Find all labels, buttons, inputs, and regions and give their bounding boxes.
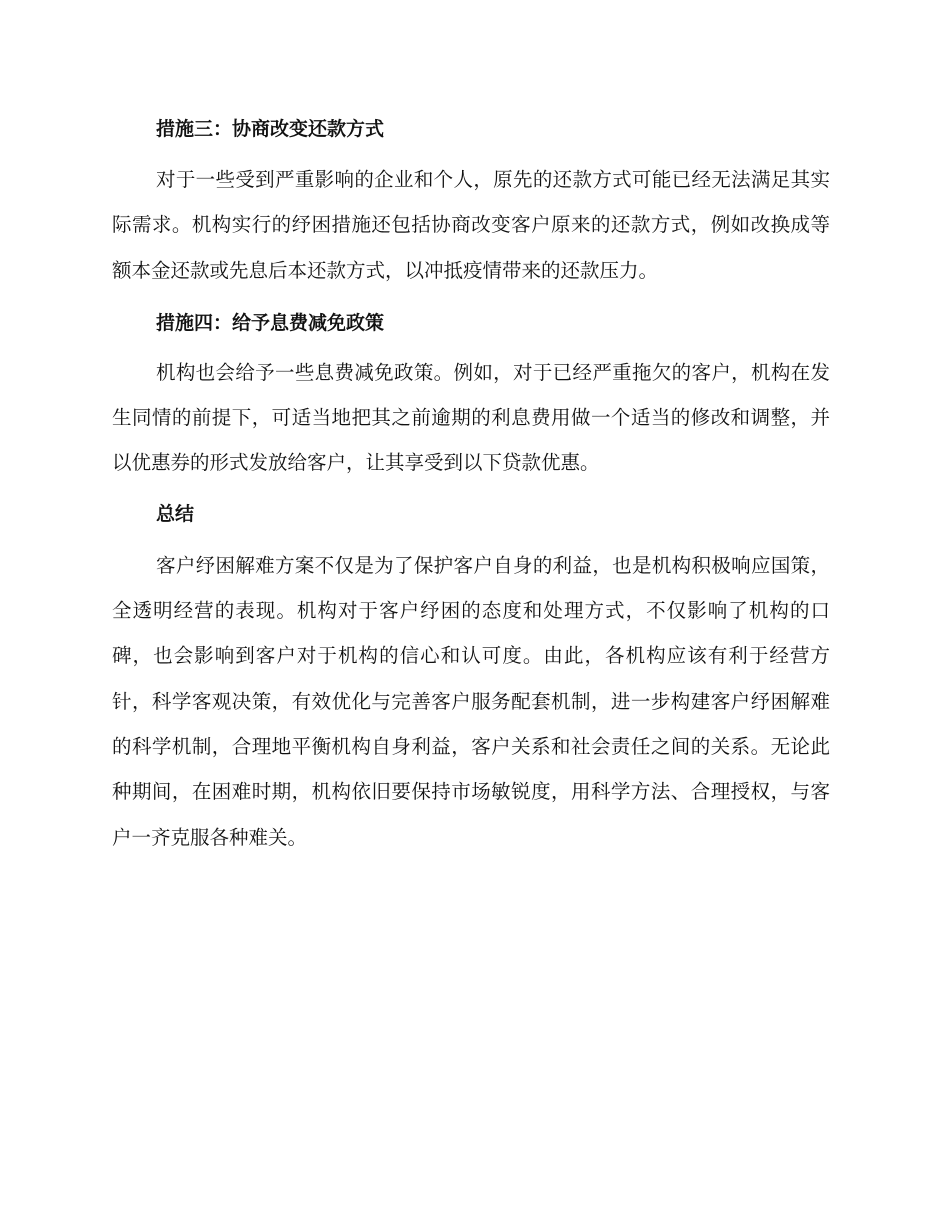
section-paragraph-summary: 客户纾困解难方案不仅是为了保护客户自身的利益，也是机构积极响应国策，全透明经营的表现。机构对于客户纾困的态度和处理方式，不仅影响了机构的口碑，也会影响到客户对于机构的信心和认可度。由此，各机构应该有利于经营方针，科学客观决策，有效优化与完善客户服务配套机制，进一步构建客户纾困解难的科学机制，合理地平衡机构自身利益，客户关系和社会责任之间的关系。无论此种期间，在困难时期，机构依旧要保持市场敏锐度，用科学方法、合理授权，与客户一齐克服各种难关。 [112,553,830,849]
section-paragraph-measure-four: 机构也会给予一些息费减免政策。例如，对于已经严重拖欠的客户，机构在发生同情的前提下，可适当地把其之前逾期的利息费用做一个适当的修改和调整，并以优惠券的形式发放给客户，让其享受到以下贷款优惠。 [112,360,830,475]
section-heading-measure-three: 措施三：协商改变还款方式 [156,118,385,140]
section-heading-summary: 总结 [156,502,195,525]
section-heading-measure-four: 措施四：给予息费减免政策 [156,311,385,334]
document-body [112,111,830,860]
section-paragraph-measure-three: 对于一些受到严重影响的企业和个人，原先的还款方式可能已经无法满足其实际需求。机构实行的纾困措施还包括协商改变客户原来的还款方式，例如改换成等额本金还款或先息后本还款方式，以冲抵疫情带来的还款压力。 [112,168,830,282]
